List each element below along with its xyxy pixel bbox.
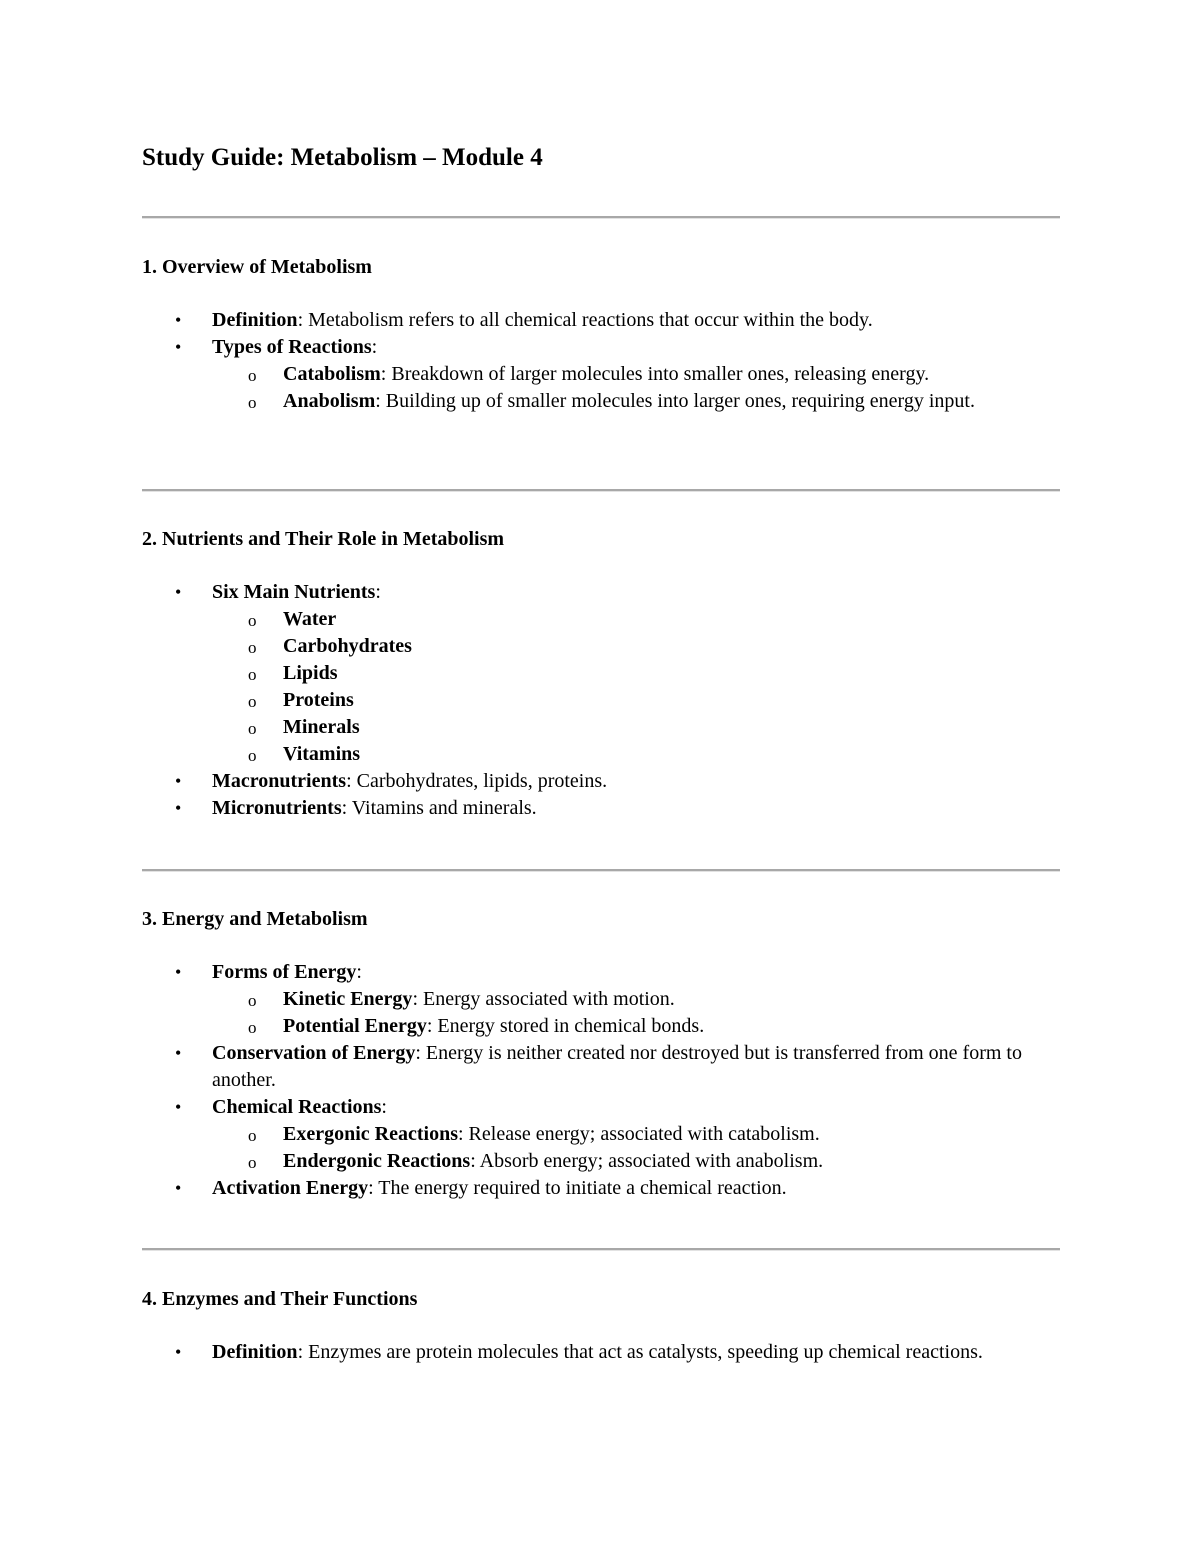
bullet-icon: • [175, 962, 182, 982]
section-heading: 1. Overview of Metabolism [142, 256, 372, 278]
bullet-icon: • [175, 582, 182, 602]
bullet-icon: • [175, 1178, 182, 1198]
item-term: Conservation of Energy [212, 1042, 416, 1064]
item-term: Lipids [283, 662, 338, 684]
section-heading: 4. Enzymes and Their Functions [142, 1288, 418, 1310]
bullet-list [142, 1339, 1060, 1366]
item-text: : [375, 581, 381, 603]
item-text: : Energy stored in chemical bonds. [426, 1015, 705, 1037]
item-term: Carbohydrates [283, 635, 412, 657]
item-term: Activation Energy [212, 1177, 369, 1199]
list-item [142, 579, 1060, 768]
section-heading: 3. Energy and Metabolism [142, 908, 368, 930]
item-text: : Vitamins and minerals. [341, 797, 537, 819]
item-text: : Carbohydrates, lipids, proteins. [346, 770, 608, 792]
item-term: Vitamins [283, 743, 361, 765]
list-item [142, 334, 1060, 415]
circle-bullet-icon: o [248, 665, 257, 684]
bullet-icon: • [175, 798, 182, 818]
sub-list-item [212, 633, 1060, 660]
item-term: Macronutrients [212, 770, 347, 792]
sub-list-item [212, 741, 1060, 768]
item-term: Definition [212, 1341, 298, 1363]
item-term: Catabolism [283, 363, 381, 385]
item-term: Exergonic Reactions [283, 1123, 458, 1145]
horizontal-divider [142, 489, 1060, 492]
sub-list [212, 606, 1060, 768]
bullet-icon: • [175, 771, 182, 791]
item-term: Potential Energy [283, 1015, 427, 1037]
item-term: Proteins [283, 689, 354, 711]
item-term: Minerals [283, 716, 360, 738]
bullet-icon: • [175, 1043, 182, 1063]
sub-list-item [212, 1121, 1060, 1148]
sub-list [212, 361, 1060, 415]
item-term: Anabolism [283, 390, 376, 412]
sub-list-item [212, 714, 1060, 741]
circle-bullet-icon: o [248, 991, 257, 1010]
bullet-list [142, 959, 1060, 1202]
section-enzymes [142, 1286, 1060, 1366]
circle-bullet-icon: o [248, 638, 257, 657]
list-item [142, 768, 1060, 795]
item-text: : Energy associated with motion. [412, 988, 675, 1010]
item-text: : Release energy; associated with catabolism. [457, 1123, 820, 1145]
list-item [142, 1339, 1060, 1366]
list-item [142, 959, 1060, 1040]
sub-list [212, 1121, 1060, 1175]
section-nutrients [142, 526, 1060, 822]
section-energy [142, 906, 1060, 1202]
circle-bullet-icon: o [248, 1126, 257, 1145]
circle-bullet-icon: o [248, 611, 257, 630]
sub-list-item [212, 1148, 1060, 1175]
bullet-icon: • [175, 310, 182, 330]
item-term: Endergonic Reactions [283, 1150, 471, 1172]
bullet-list [142, 579, 1060, 822]
section-overview [142, 254, 1060, 415]
sub-list-item [212, 361, 1060, 388]
circle-bullet-icon: o [248, 692, 257, 711]
circle-bullet-icon: o [248, 366, 257, 385]
circle-bullet-icon: o [248, 393, 257, 412]
sub-list-item [212, 660, 1060, 687]
item-term: Types of Reactions [212, 336, 372, 358]
item-term: Six Main Nutrients [212, 581, 376, 603]
horizontal-divider [142, 216, 1060, 219]
section-heading: 2. Nutrients and Their Role in Metabolism [142, 528, 505, 550]
item-term: Definition [212, 309, 298, 331]
horizontal-divider [142, 869, 1060, 872]
list-item [142, 307, 1060, 334]
sub-list-item [212, 1013, 1060, 1040]
item-text: : Absorb energy; associated with anabolism. [470, 1150, 824, 1172]
bullet-list [142, 307, 1060, 415]
item-term: Water [283, 608, 337, 630]
item-text: : Breakdown of larger molecules into smaller ones, releasing energy. [380, 363, 930, 385]
sub-list-item [212, 606, 1060, 633]
sub-list-item [212, 687, 1060, 714]
bullet-icon: • [175, 1342, 182, 1362]
item-term: Forms of Energy [212, 961, 357, 983]
item-text: : [371, 336, 378, 358]
list-item [142, 1094, 1060, 1175]
circle-bullet-icon: o [248, 1153, 257, 1172]
page-title: Study Guide: Metabolism – Module 4 [142, 144, 543, 171]
sub-list-item [212, 986, 1060, 1013]
circle-bullet-icon: o [248, 746, 257, 765]
item-text: : Metabolism refers to all chemical reactions that occur within the body. [297, 309, 873, 331]
horizontal-divider [142, 1248, 1060, 1251]
sub-list-item [212, 388, 1060, 415]
bullet-icon: • [175, 1097, 182, 1117]
item-text: : Enzymes are protein molecules that act as catalysts, speeding up chemical reactions. [297, 1341, 983, 1363]
bullet-icon: • [175, 337, 182, 357]
item-text: : Energy is neither created nor destroyed but is transferred from one form to another. [212, 1042, 1022, 1091]
circle-bullet-icon: o [248, 1018, 257, 1037]
item-term: Chemical Reactions [212, 1096, 382, 1118]
list-item [142, 1040, 1060, 1094]
item-text: : Building up of smaller molecules into larger ones, requiring energy input. [375, 390, 975, 412]
item-text: : [381, 1096, 387, 1118]
list-item [142, 795, 1060, 822]
sub-list [212, 986, 1060, 1040]
item-text: : The energy required to initiate a chemical reaction. [368, 1177, 787, 1199]
item-term: Kinetic Energy [283, 988, 413, 1010]
item-text: : [356, 961, 362, 983]
circle-bullet-icon: o [248, 719, 257, 738]
item-term: Micronutrients [212, 797, 342, 819]
list-item [142, 1175, 1060, 1202]
